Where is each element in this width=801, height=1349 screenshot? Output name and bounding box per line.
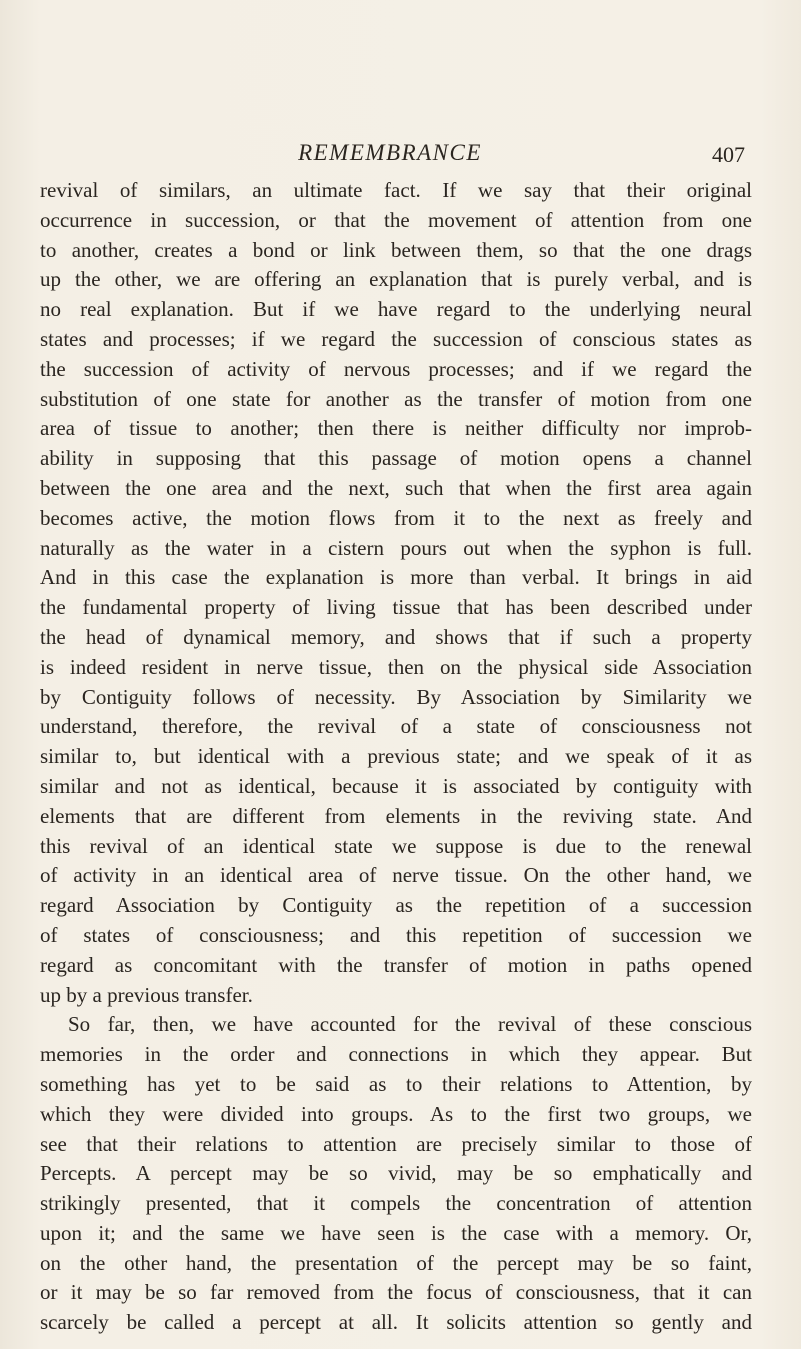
text-line: regard as concomitant with the transfer of motion in paths opened (40, 952, 752, 977)
text-line: states and processes; if we regard the succession of conscious states as (40, 326, 752, 351)
text-line: see that their relations to attention are precisely similar to those of (40, 1131, 752, 1156)
text-line: similar to, but identical with a previous state; and we speak of it as (40, 744, 752, 769)
text-line: So far, then, we have accounted for the revival of these conscious (68, 1012, 752, 1037)
text-line: becomes active, the motion flows from it to the next as freely and (40, 505, 752, 530)
text-line: upon it; and the same we have seen is the case with a memory. Or, (40, 1220, 752, 1245)
text-line: revival of similars, an ultimate fact. If we say that their original (40, 178, 752, 202)
text-line: similar and not as identical, because it is associated by contiguity with (40, 773, 752, 798)
text-line: by Contiguity follows of necessity. By Association by Similarity we (40, 684, 752, 709)
text-line: which they were divided into groups. As to the first two groups, we (40, 1101, 752, 1126)
text-line: memories in the order and connections in which they appear. But (40, 1042, 752, 1067)
text-line: ability in supposing that this passage of motion opens a channel (40, 446, 752, 471)
text-line: substitution of one state for another as the transfer of motion from one (40, 386, 752, 411)
text-line: this revival of an identical state we suppose is due to the renewal (40, 833, 752, 858)
text-line: between the one area and the next, such that when the first area again (40, 475, 752, 500)
text-line: understand, therefore, the revival of a state of consciousness not (40, 714, 752, 739)
text-line: is indeed resident in nerve tissue, then on the physical side Association (40, 654, 752, 679)
text-line: the head of dynamical memory, and shows that if such a property (40, 624, 752, 649)
text-line: area of tissue to another; then there is neither difficulty nor improb- (40, 416, 752, 441)
text-line: scarcely be called a percept at all. It solicits attention so gently and (40, 1310, 752, 1335)
text-line: something has yet to be said as to their relations to Attention, by (40, 1071, 752, 1096)
text-line: strikingly presented, that it compels the concentration of attention (40, 1191, 752, 1216)
text-line: occurrence in succession, or that the movement of attention from one (40, 207, 752, 232)
text-line: elements that are different from elements in the reviving state. And (40, 803, 752, 828)
page-number: 407 (712, 142, 745, 167)
text-line: up the other, we are offering an explanation that is purely verbal, and is (40, 267, 752, 292)
text-line: no real explanation. But if we have regard to the underlying neural (40, 297, 752, 322)
text-line: naturally as the water in a cistern pours out when the syphon is full. (40, 535, 752, 560)
text-line: Percepts. A percept may be so vivid, may be so emphatically and (40, 1161, 752, 1186)
running-head (0, 140, 801, 172)
text-line: the fundamental property of living tissue that has been described under (40, 595, 752, 620)
body-text (40, 176, 752, 1338)
text-line: to another, creates a bond or link between them, so that the one drags (40, 237, 752, 262)
text-line: up by a previous transfer. (40, 982, 253, 1007)
text-line: on the other hand, the presentation of the percept may be so faint, (40, 1250, 752, 1275)
text-line: regard Association by Contiguity as the repetition of a succession (40, 893, 752, 918)
text-line: of states of consciousness; and this repetition of succession we (40, 922, 752, 947)
text-line: of activity in an identical area of nerve tissue. On the other hand, we (40, 863, 752, 888)
text-line: or it may be so far removed from the focus of consciousness, that it can (40, 1280, 752, 1305)
text-line: the succession of activity of nervous processes; and if we regard the (40, 356, 752, 381)
text-line: And in this case the explanation is more than verbal. It brings in aid (40, 565, 752, 590)
running-title: REMEMBRANCE (298, 140, 482, 165)
